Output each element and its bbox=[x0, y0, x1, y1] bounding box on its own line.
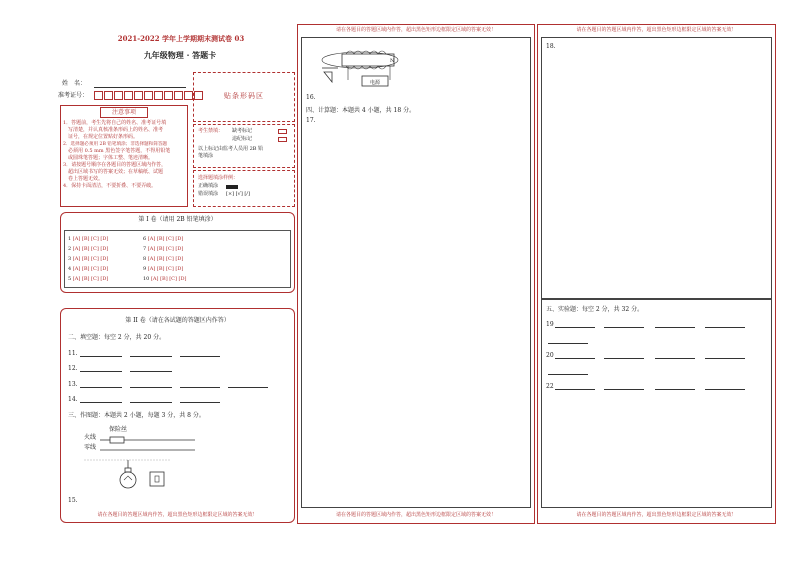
q11-blank-2[interactable] bbox=[130, 356, 172, 357]
part1-title: 第 I 卷（请用 2B 铅笔填涂） bbox=[138, 216, 217, 223]
q11-blank-1[interactable] bbox=[80, 356, 122, 357]
q18-label: 18. bbox=[546, 43, 556, 50]
q13-blank-3[interactable] bbox=[180, 387, 220, 388]
col2-bottom-warning: 请在各题目的答题区域内作答，超出黑色矩形边框限定区域的答案无效！ bbox=[335, 512, 496, 518]
absent-mark-label: 缺考标记 bbox=[232, 128, 253, 134]
q14-blank-1[interactable] bbox=[80, 402, 122, 403]
fill-section-heading: 二、填空题：每空 2 分，共 20 分。 bbox=[68, 334, 166, 341]
mc-row[interactable]: 3 [A] [B] [C] [D] bbox=[68, 256, 109, 262]
q20-blank-1[interactable] bbox=[555, 358, 595, 359]
name-label: 姓 名： bbox=[62, 80, 87, 87]
electromagnet-diagram bbox=[318, 48, 408, 94]
mc-row[interactable]: 2 [A] [B] [C] [D] bbox=[68, 246, 109, 252]
q12-label: 12. bbox=[68, 365, 78, 372]
power-supply-label: 电源 bbox=[369, 80, 380, 86]
q14-blank-2[interactable] bbox=[130, 402, 172, 403]
q13-label: 13. bbox=[68, 381, 78, 388]
mc-row[interactable]: 5 [A] [B] [C] [D] bbox=[68, 276, 109, 282]
wrong-fill-marks: [×] [√] [/] bbox=[226, 191, 250, 197]
household-circuit-diagram bbox=[80, 430, 220, 500]
col2-top-warning: 请在各题目的答题区域内作答，超出黑色矩形边框限定区域的答案无效！ bbox=[335, 27, 496, 33]
fuse-label: 保险丝 bbox=[109, 426, 128, 433]
exam-status-label: 考生禁填： bbox=[198, 128, 224, 134]
exp-answer-area bbox=[541, 299, 772, 508]
q20-blank-2[interactable] bbox=[604, 358, 644, 359]
q14-blank-3[interactable] bbox=[180, 402, 220, 403]
q11-label: 11. bbox=[68, 350, 78, 357]
neutral-wire-label: 零线 bbox=[84, 444, 97, 451]
mc-row[interactable]: 4 [A] [B] [C] [D] bbox=[68, 266, 109, 272]
q13-blank-2[interactable] bbox=[130, 387, 172, 388]
q12-blank-1[interactable] bbox=[80, 371, 122, 372]
answer-sheet-subtitle: 九年级物理 · 答题卡 bbox=[143, 50, 217, 60]
barcode-label: 贴条形码区 bbox=[224, 92, 264, 100]
col1-bottom-warning: 请在各题目的答题区域内作答，超出黑色矩形边框限定区域的答案无效！ bbox=[97, 512, 258, 518]
exam-status-note: 以上标记由监考人员用 2B 铅 bbox=[198, 146, 264, 152]
part2-title: 第 II 卷（请在各试题的答题区内作答） bbox=[125, 317, 230, 324]
violation-mark-label: 违纪标记 bbox=[232, 136, 253, 142]
name-field[interactable] bbox=[94, 87, 186, 88]
exam-title: 2021-2022 学年上学期期末测试卷 03 bbox=[117, 34, 245, 43]
q20-blank-5[interactable] bbox=[548, 374, 588, 375]
exam-status-note-2: 笔填涂 bbox=[198, 153, 214, 159]
mc-row[interactable]: 1 [A] [B] [C] [D] bbox=[68, 236, 109, 242]
q18-answer-area[interactable] bbox=[541, 37, 772, 299]
q14-label: 14. bbox=[68, 396, 78, 403]
q19-blank-3[interactable] bbox=[655, 327, 695, 328]
mc-row[interactable]: 7 [A] [B] [C] [D] bbox=[143, 246, 184, 252]
mc-row[interactable]: 8 [A] [B] [C] [D] bbox=[143, 256, 184, 262]
q16-label: 16. bbox=[306, 94, 316, 101]
mc-row[interactable]: 10 [A] [B] [C] [D] bbox=[143, 276, 187, 282]
notes-title: 注意事项 bbox=[100, 107, 148, 118]
notes-list: 1．答题前，考生先将自己的姓名、准考证号填 写清楚，并认真核准条形码上的姓名、准考 证号，在规定位置贴好条形码。 2．选择题必须用 2B 铅笔填涂；非选择题和简答题 必须用 0.5 mm 黑色签字笔答题，不得用铅笔 或圆珠笔答题；字体工整、笔迹清晰。 3．请按题号顺序在各题目的答题区域内作答， 超出区域书写的答案无效；在草稿纸、试题 卷上答题无效。 4．保持卡面清洁，不要折叠、不要弄破。 bbox=[63, 120, 171, 189]
magnet-n-label: N bbox=[390, 58, 395, 64]
id-label: 准考证号： bbox=[58, 92, 89, 99]
q22-blank-2[interactable] bbox=[604, 389, 644, 390]
q19-blank-4[interactable] bbox=[705, 327, 745, 328]
q19-blank-5[interactable] bbox=[548, 343, 588, 344]
q13-blank-1[interactable] bbox=[80, 387, 122, 388]
correct-fill-mark bbox=[226, 185, 238, 189]
col3-top-warning: 请在各题目的答题区域内作答，超出黑色矩形边框限定区域的答案无效！ bbox=[576, 27, 737, 33]
q22-label: 22 bbox=[546, 383, 554, 390]
draw-section-heading: 三、作图题：本题共 2 小题，每题 3 分，共 8 分。 bbox=[68, 412, 205, 419]
exp-section-heading: 五、实验题：每空 2 分，共 32 分。 bbox=[546, 306, 644, 313]
q20-blank-3[interactable] bbox=[655, 358, 695, 359]
q15-label: 15. bbox=[68, 497, 78, 504]
q22-blank-4[interactable] bbox=[705, 389, 745, 390]
correct-fill-label: 正确填涂 bbox=[198, 183, 219, 189]
q22-blank-3[interactable] bbox=[655, 389, 695, 390]
q20-label: 20 bbox=[546, 352, 554, 359]
q22-blank-1[interactable] bbox=[555, 389, 595, 390]
mc-row[interactable]: 6 [A] [B] [C] [D] bbox=[143, 236, 184, 242]
mc-row[interactable]: 9 [A] [B] [C] [D] bbox=[143, 266, 184, 272]
q12-blank-2[interactable] bbox=[130, 371, 172, 372]
q19-blank-2[interactable] bbox=[604, 327, 644, 328]
q20-blank-4[interactable] bbox=[705, 358, 745, 359]
q11-blank-3[interactable] bbox=[180, 356, 220, 357]
q19-blank-1[interactable] bbox=[555, 327, 595, 328]
calc-section-heading: 四、计算题：本题共 4 小题，共 18 分。 bbox=[306, 107, 416, 114]
fill-example-title: 选择题填涂样例： bbox=[198, 175, 239, 181]
q19-label: 19 bbox=[546, 321, 554, 328]
violation-mark-box[interactable] bbox=[278, 137, 287, 142]
col3-bottom-warning: 请在各题目的答题区域内作答，超出黑色矩形边框限定区域的答案无效！ bbox=[576, 512, 737, 518]
q13-blank-4[interactable] bbox=[228, 387, 268, 388]
wrong-fill-label: 错误填涂 bbox=[198, 191, 219, 197]
q17-label: 17. bbox=[306, 117, 316, 124]
live-wire-label: 火线 bbox=[84, 434, 97, 441]
absent-mark-box[interactable] bbox=[278, 129, 287, 134]
